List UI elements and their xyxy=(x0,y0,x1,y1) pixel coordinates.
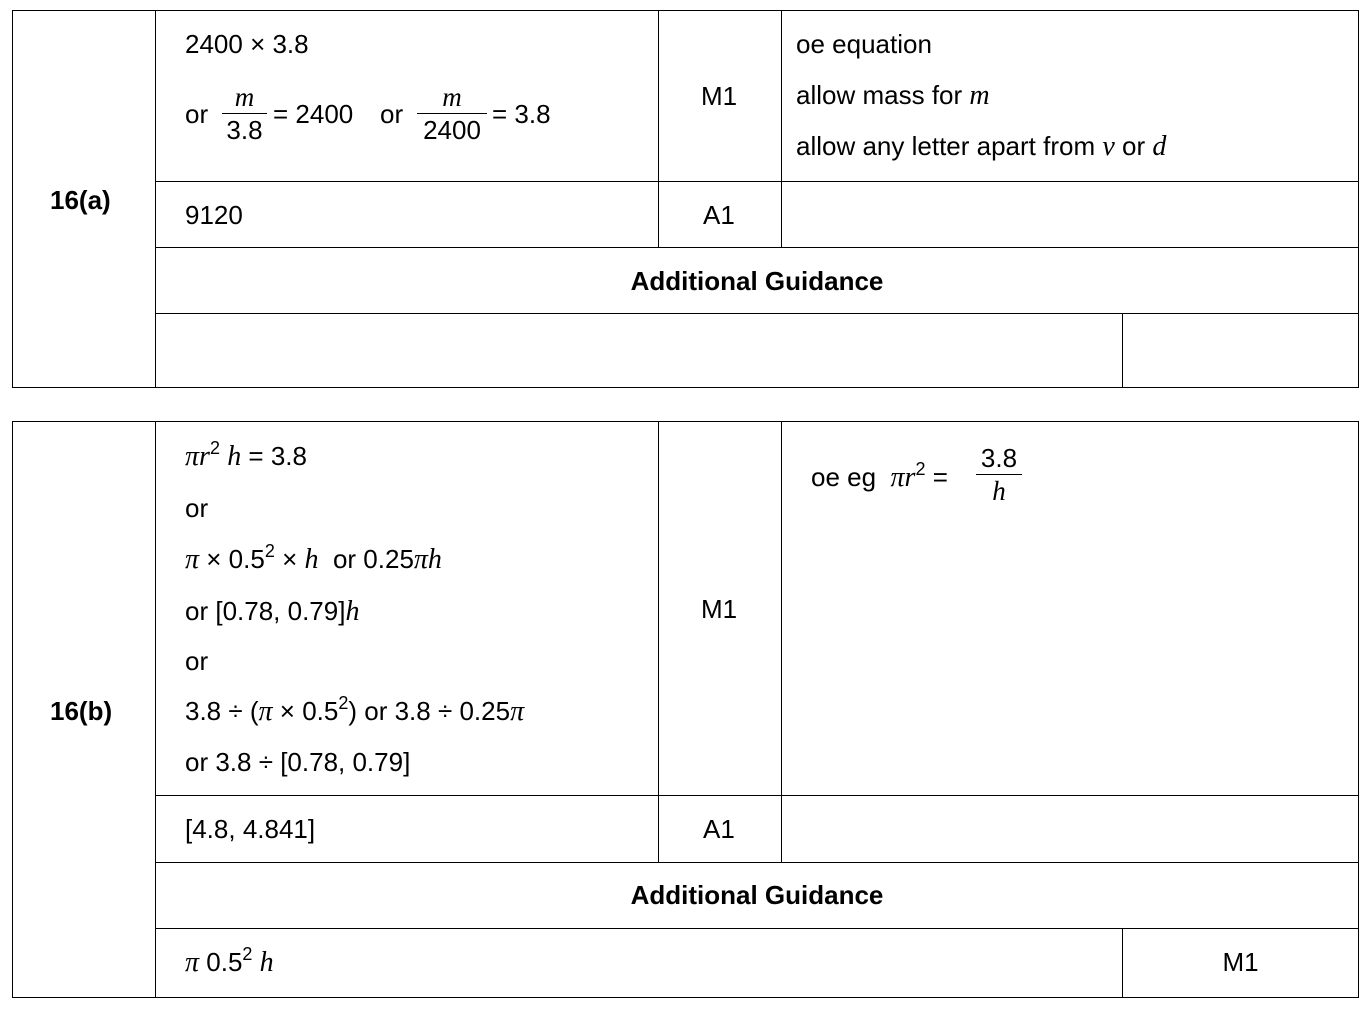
mark: A1 xyxy=(703,814,735,844)
comment xyxy=(796,80,990,111)
guidance-header: Additional Guidance xyxy=(630,880,884,910)
working-text: = 3.8 xyxy=(248,441,307,471)
mark: A1 xyxy=(703,200,735,230)
comment-text: allow any letter apart from xyxy=(796,131,1096,161)
working-text: × 0.5 xyxy=(279,696,339,726)
working-text: or [0.78, 0.79] xyxy=(185,596,346,626)
variable-h: h xyxy=(345,596,360,627)
divider xyxy=(155,10,156,388)
working-line xyxy=(185,438,307,472)
variable-h: h xyxy=(227,441,242,472)
comment-text: allow mass for xyxy=(796,80,963,110)
variable-h: h xyxy=(259,947,274,978)
divider xyxy=(781,10,782,247)
working-text: × xyxy=(282,544,298,574)
working-text: or 0.25 xyxy=(332,544,414,574)
superscript: 2 xyxy=(209,438,220,458)
working-line xyxy=(185,541,442,575)
comment-equals: = xyxy=(932,462,948,492)
guidance-entry xyxy=(185,944,274,978)
pi-r: πr xyxy=(185,441,210,472)
fraction-numerator: m xyxy=(234,82,255,112)
guidance-text: 0.5 xyxy=(206,947,243,977)
comment xyxy=(811,459,948,493)
comment-variable: d xyxy=(1152,131,1167,162)
divider xyxy=(658,10,659,247)
divider xyxy=(155,247,1359,248)
answer: 9120 xyxy=(185,200,243,230)
pi-r: πr xyxy=(890,462,916,493)
fraction-numerator: 3.8 xyxy=(980,443,1018,473)
fraction-denominator: 2400 xyxy=(423,115,481,145)
working-line: or 3.8 ÷ [0.78, 0.79] xyxy=(185,747,411,777)
working-equals: = 2400 xyxy=(273,99,354,129)
working-text: 3.8 ÷ ( xyxy=(185,696,259,726)
pi: π xyxy=(510,696,525,727)
fraction-m-over-2400 xyxy=(417,82,487,145)
fraction-denominator: h xyxy=(992,476,1006,506)
variable-h: h xyxy=(304,544,319,575)
superscript: 2 xyxy=(264,541,275,561)
guidance-mark: M1 xyxy=(1222,947,1259,977)
mark: M1 xyxy=(701,594,738,624)
fraction-denominator: 3.8 xyxy=(226,115,263,145)
working-text: ) or 3.8 ÷ 0.25 xyxy=(348,696,511,726)
divider xyxy=(155,862,1359,863)
superscript: 2 xyxy=(915,459,926,479)
pi: π xyxy=(185,544,200,575)
comment-variable: m xyxy=(969,80,990,111)
divider xyxy=(155,421,156,998)
working-line xyxy=(185,693,525,727)
question-label: 16(a) xyxy=(50,185,111,215)
working-or: or xyxy=(185,99,209,129)
guidance-header: Additional Guidance xyxy=(630,266,884,296)
working-or: or xyxy=(380,99,404,129)
comment-text: or xyxy=(1122,131,1146,161)
working-equals: = 3.8 xyxy=(492,99,551,129)
divider xyxy=(155,313,1359,314)
working-line: 2400 × 3.8 xyxy=(185,29,309,59)
comment xyxy=(796,131,1166,162)
working-text: × 0.5 xyxy=(206,544,265,574)
comment-variable: v xyxy=(1102,131,1115,162)
working-line xyxy=(185,596,359,627)
superscript: 2 xyxy=(242,944,253,964)
table-16a xyxy=(12,10,1359,388)
fraction-3-8-over-h xyxy=(976,443,1022,506)
divider xyxy=(155,181,1359,182)
pi: π xyxy=(185,947,200,978)
pi: π xyxy=(258,696,273,727)
working-or: or xyxy=(185,493,209,523)
divider xyxy=(1122,313,1123,388)
mark: M1 xyxy=(701,81,738,111)
answer: [4.8, 4.841] xyxy=(185,814,316,844)
comment: oe equation xyxy=(796,29,932,59)
superscript: 2 xyxy=(338,693,349,713)
fraction-numerator: m xyxy=(442,82,462,112)
pi-h: πh xyxy=(413,544,442,575)
working-or: or xyxy=(185,646,209,676)
divider xyxy=(155,928,1359,929)
question-label: 16(b) xyxy=(50,696,113,726)
comment-text: oe eg xyxy=(811,462,877,492)
divider xyxy=(155,795,1359,796)
fraction-m-over-3-8 xyxy=(222,82,267,145)
